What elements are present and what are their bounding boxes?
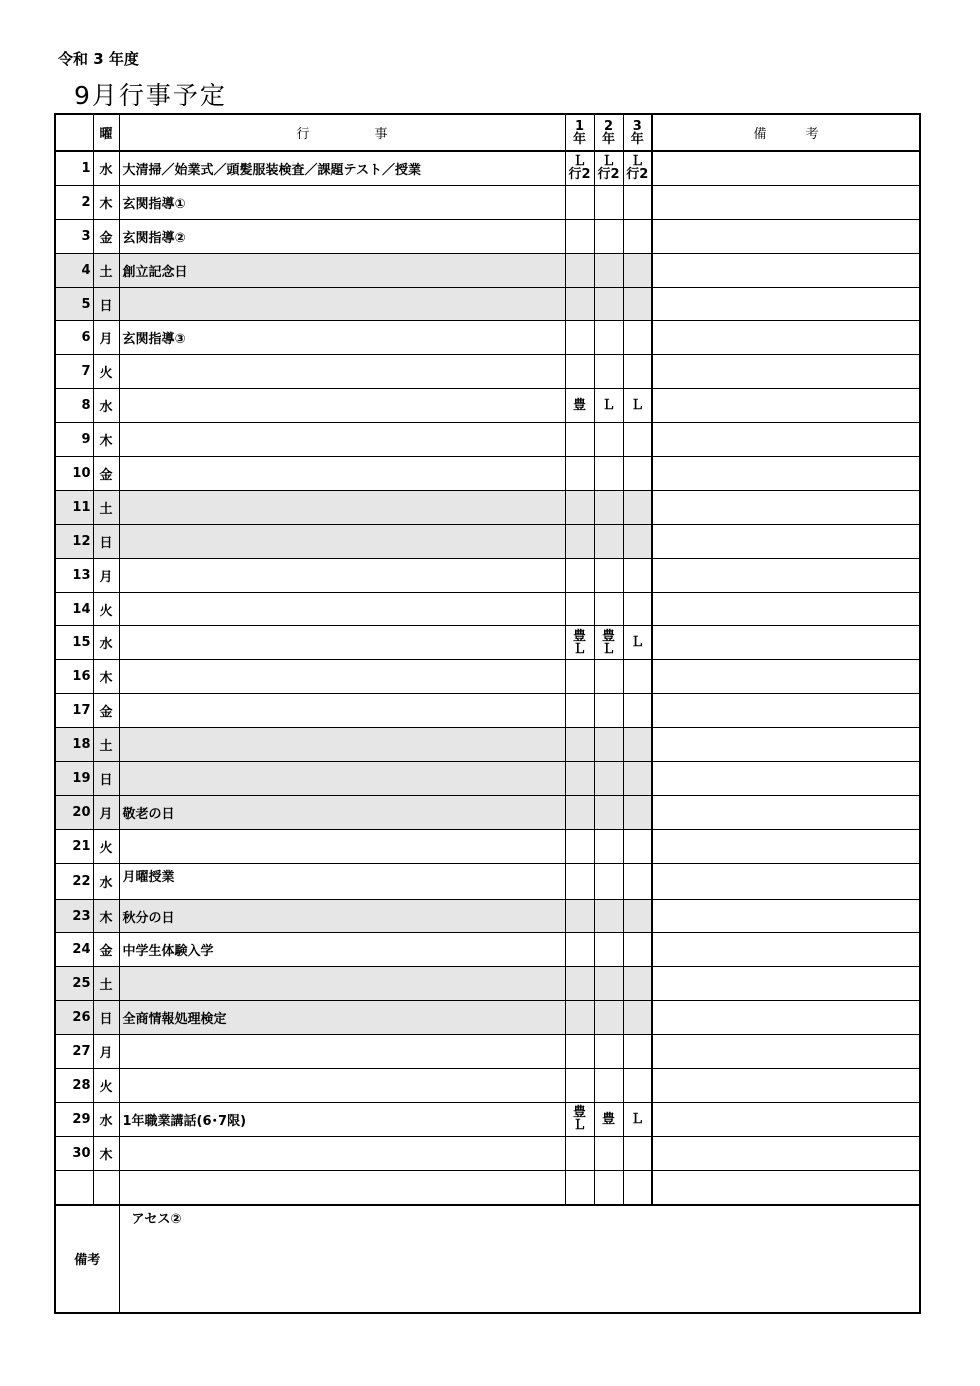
grade2-cell: Ｌ [594,389,623,423]
grade3-cell [623,321,652,355]
grade3-cell [623,253,652,287]
dow-cell: 月 [93,321,119,355]
day-cell: 9 [55,423,93,457]
dow-cell: 月 [93,795,119,829]
grade1-cell [565,967,594,1001]
table-row [55,728,920,762]
event-cell: 全商情報処理検定 [119,1001,565,1035]
grade3-cell [623,1001,652,1035]
table-row [55,524,920,558]
dow-cell: 木 [93,423,119,457]
grade1-cell [565,287,594,321]
header-row [55,114,920,151]
dow-cell: 土 [93,490,119,524]
event-cell [119,355,565,389]
event-cell [119,1170,565,1204]
footer-remarks-row [55,1205,920,1313]
grade1-cell [565,1001,594,1035]
event-cell: 大清掃／始業式／頭髪服装検査／課題テスト／授業 [119,151,565,185]
remarks-cell [652,151,920,185]
table-row [55,762,920,796]
grade1-cell [565,457,594,491]
remarks-cell [652,899,920,933]
event-cell [119,728,565,762]
grade1-cell [565,558,594,592]
grade3-cell [623,1170,652,1204]
dow-cell: 火 [93,592,119,626]
day-cell: 23 [55,899,93,933]
remarks-cell [652,355,920,389]
grade3-cell [623,967,652,1001]
page-title: 9月行事予定 [74,81,227,110]
day-cell: 4 [55,253,93,287]
day-cell [55,1170,93,1204]
grade2-cell [594,967,623,1001]
remarks-cell [652,287,920,321]
grade3-cell [623,1069,652,1103]
grade1-cell [565,933,594,967]
grade1-cell [565,219,594,253]
footer-remarks-text: アセス② [119,1205,920,1313]
remarks-cell [652,967,920,1001]
day-cell: 16 [55,660,93,694]
remarks-cell [652,524,920,558]
day-cell: 11 [55,490,93,524]
dow-cell: 火 [93,1069,119,1103]
grade2-cell [594,795,623,829]
table-row [55,933,920,967]
grade3-cell [623,558,652,592]
day-cell: 28 [55,1069,93,1103]
event-cell [119,829,565,863]
grade2-cell [594,899,623,933]
grade3-cell: Ｌ [623,389,652,423]
table-row [55,795,920,829]
grade2-cell [594,1001,623,1035]
remarks-cell [652,863,920,899]
dow-cell: 水 [93,151,119,185]
dow-cell: 日 [93,762,119,796]
remarks-cell [652,1035,920,1069]
table-row [55,321,920,355]
day-cell: 25 [55,967,93,1001]
grade3-cell [623,185,652,219]
table-row [55,899,920,933]
event-cell [119,626,565,660]
day-cell: 12 [55,524,93,558]
grade2-cell [594,863,623,899]
day-cell: 24 [55,933,93,967]
table-row [55,829,920,863]
grade2-cell [594,423,623,457]
table-row [55,355,920,389]
grade3-cell [623,829,652,863]
day-cell: 27 [55,1035,93,1069]
grade1-cell [565,899,594,933]
grade2-header: 2 年 [594,114,623,151]
day-cell: 17 [55,694,93,728]
fiscal-year-label: 令和 3 年度 [58,50,139,68]
grade2-cell [594,1069,623,1103]
day-cell: 29 [55,1102,93,1136]
table-row [55,287,920,321]
grade3-cell [623,795,652,829]
event-cell [119,389,565,423]
table-row [55,863,920,899]
event-cell [119,694,565,728]
dow-cell: 日 [93,524,119,558]
table-row [55,389,920,423]
event-cell [119,1136,565,1170]
remarks-cell [652,626,920,660]
grade3-cell: Ｌ [623,626,652,660]
grade1-cell [565,694,594,728]
remarks-cell [652,1001,920,1035]
day-cell: 2 [55,185,93,219]
dow-cell: 木 [93,660,119,694]
grade3-cell: Ｌ [623,1102,652,1136]
dow-cell: 月 [93,1035,119,1069]
event-cell [119,1069,565,1103]
grade1-cell [565,1170,594,1204]
grade3-cell [623,660,652,694]
grade1-cell [565,423,594,457]
remarks-cell [652,762,920,796]
grade1-cell [565,829,594,863]
grade2-cell [594,355,623,389]
schedule-table [54,113,921,1314]
grade2-cell [594,253,623,287]
grade2-cell [594,1035,623,1069]
remarks-cell [652,1069,920,1103]
dow-cell: 月 [93,558,119,592]
grade1-cell: 豊 Ｌ [565,1102,594,1136]
table-row [55,694,920,728]
grade1-cell [565,321,594,355]
grade2-cell [594,694,623,728]
day-cell: 7 [55,355,93,389]
grade2-cell [594,728,623,762]
grade3-header: 3 年 [623,114,652,151]
day-cell: 3 [55,219,93,253]
grade3-cell [623,457,652,491]
day-cell: 8 [55,389,93,423]
grade1-cell [565,592,594,626]
remarks-cell [652,1102,920,1136]
grade1-cell [565,490,594,524]
footer-remarks-label: 備考 [55,1205,119,1313]
event-cell: 敬老の日 [119,795,565,829]
day-cell: 26 [55,1001,93,1035]
remarks-cell [652,219,920,253]
grade3-cell [623,423,652,457]
grade1-cell [565,253,594,287]
grade1-cell [565,355,594,389]
grade3-cell [623,933,652,967]
dow-cell: 土 [93,253,119,287]
dow-cell: 火 [93,355,119,389]
event-cell: 創立記念日 [119,253,565,287]
grade3-cell [623,728,652,762]
remarks-cell [652,592,920,626]
event-cell: 中学生体験入学 [119,933,565,967]
table-row [55,558,920,592]
table-row [55,1001,920,1035]
dow-cell: 土 [93,728,119,762]
grade1-cell: 豊 Ｌ [565,626,594,660]
table-row [55,457,920,491]
grade1-cell [565,660,594,694]
event-cell [119,524,565,558]
dow-cell: 金 [93,694,119,728]
remarks-cell [652,490,920,524]
remarks-cell [652,253,920,287]
dow-cell: 金 [93,933,119,967]
table-row [55,1035,920,1069]
grade3-cell [623,863,652,899]
remarks-cell [652,728,920,762]
remarks-cell [652,457,920,491]
remarks-cell [652,1170,920,1204]
event-cell [119,490,565,524]
table-row [55,219,920,253]
grade2-cell [594,490,623,524]
event-cell: 玄関指導③ [119,321,565,355]
grade1-cell [565,524,594,558]
day-cell: 20 [55,795,93,829]
grade3-cell [623,762,652,796]
table-row [55,626,920,660]
dow-cell: 水 [93,389,119,423]
grade3-cell [623,899,652,933]
event-cell [119,457,565,491]
grade3-cell [623,287,652,321]
dow-cell: 水 [93,1102,119,1136]
grade3-cell [623,694,652,728]
event-cell: 1年職業講話(6･7限) [119,1102,565,1136]
grade2-cell [594,933,623,967]
grade3-cell [623,219,652,253]
dow-cell: 水 [93,626,119,660]
remarks-cell [652,558,920,592]
grade3-cell: Ｌ 行2 [623,151,652,185]
table-row [55,1069,920,1103]
grade2-cell: Ｌ 行2 [594,151,623,185]
event-cell [119,762,565,796]
table-row [55,592,920,626]
table-row [55,1170,920,1204]
event-cell: 玄関指導② [119,219,565,253]
table-row [55,423,920,457]
day-cell: 19 [55,762,93,796]
remarks-cell [652,1136,920,1170]
grade1-cell [565,762,594,796]
dow-cell: 木 [93,185,119,219]
event-cell: 玄関指導① [119,185,565,219]
dow-cell: 金 [93,219,119,253]
day-cell: 15 [55,626,93,660]
day-cell: 1 [55,151,93,185]
grade3-cell [623,592,652,626]
event-cell [119,558,565,592]
grade1-cell [565,1136,594,1170]
remarks-cell [652,321,920,355]
day-cell: 5 [55,287,93,321]
day-cell: 10 [55,457,93,491]
grade2-cell [594,1136,623,1170]
event-cell [119,592,565,626]
events-header: 行 事 [119,114,565,151]
grade1-cell [565,795,594,829]
day-cell: 14 [55,592,93,626]
dow-cell: 日 [93,287,119,321]
grade1-cell: 豊 [565,389,594,423]
dow-cell: 土 [93,967,119,1001]
event-cell [119,423,565,457]
grade2-cell: 豊 Ｌ [594,626,623,660]
event-cell: 月曜授業 [119,863,565,899]
grade2-cell [594,558,623,592]
dow-cell: 水 [93,863,119,899]
remarks-cell [652,660,920,694]
grade2-cell [594,829,623,863]
grade2-cell [594,287,623,321]
day-cell: 30 [55,1136,93,1170]
remarks-cell [652,185,920,219]
dow-header: 曜 [93,114,119,151]
day-cell: 21 [55,829,93,863]
remarks-cell [652,694,920,728]
grade3-cell [623,1136,652,1170]
grade1-cell [565,1069,594,1103]
remarks-cell [652,933,920,967]
day-cell: 18 [55,728,93,762]
table-row [55,1102,920,1136]
grade2-cell [594,185,623,219]
table-row [55,151,920,185]
remarks-cell [652,795,920,829]
grade2-cell [594,660,623,694]
dow-cell: 木 [93,899,119,933]
dow-cell: 金 [93,457,119,491]
table-row [55,185,920,219]
day-cell: 22 [55,863,93,899]
table-row [55,967,920,1001]
grade3-cell [623,355,652,389]
grade2-cell [594,219,623,253]
grade2-cell [594,457,623,491]
grade1-cell [565,863,594,899]
grade2-cell [594,592,623,626]
grade2-cell [594,321,623,355]
remarks-header: 備 考 [652,114,920,151]
remarks-cell [652,389,920,423]
dow-cell: 火 [93,829,119,863]
grade1-cell [565,728,594,762]
day-cell: 13 [55,558,93,592]
grade3-cell [623,1035,652,1069]
grade3-cell [623,490,652,524]
event-cell [119,287,565,321]
table-row [55,660,920,694]
dow-cell: 木 [93,1136,119,1170]
day-cell: 6 [55,321,93,355]
grade2-cell [594,1170,623,1204]
dow-cell [93,1170,119,1204]
grade1-header: 1 年 [565,114,594,151]
dow-cell: 日 [93,1001,119,1035]
grade1-cell: Ｌ 行2 [565,151,594,185]
grade1-cell [565,1035,594,1069]
remarks-cell [652,423,920,457]
remarks-cell [652,829,920,863]
grade3-cell [623,524,652,558]
grade2-cell [594,524,623,558]
grade1-cell [565,185,594,219]
table-row [55,1136,920,1170]
event-cell [119,660,565,694]
day-header [55,114,93,151]
grade2-cell: 豊 [594,1102,623,1136]
table-row [55,253,920,287]
table-row [55,490,920,524]
event-cell [119,967,565,1001]
event-cell: 秋分の日 [119,899,565,933]
grade2-cell [594,762,623,796]
event-cell [119,1035,565,1069]
